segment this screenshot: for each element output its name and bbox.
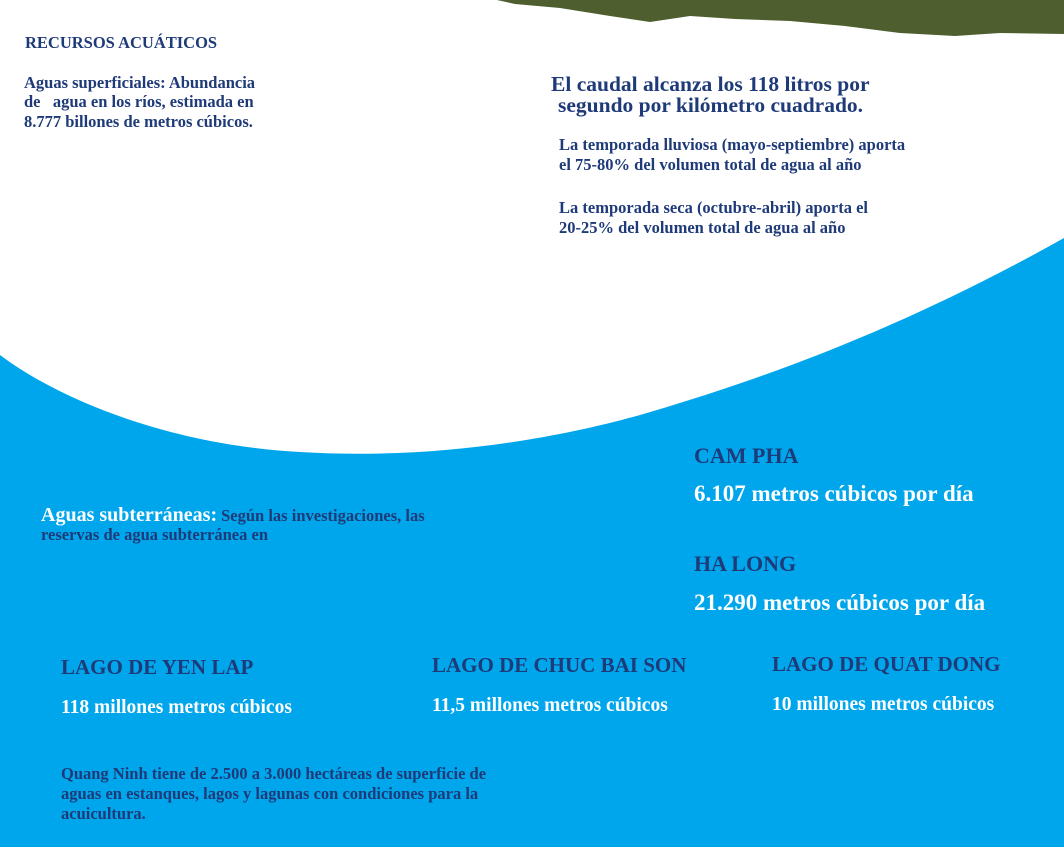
groundwater-text-1: Según las investigaciones, las — [221, 506, 425, 525]
lake-volume: 11,5 millones metros cúbicos — [432, 695, 668, 716]
page-title: RECURSOS ACUÁTICOS — [25, 33, 218, 52]
city-value: 21.290 metros cúbicos por día — [694, 590, 986, 615]
city-name: CAM PHA — [694, 443, 799, 468]
lake-volume: 10 millones metros cúbicos — [772, 694, 995, 715]
lake-name: LAGO DE CHUC BAI SON — [432, 653, 687, 677]
dry-season-line-2: 20-25% del volumen total de agua al año — [559, 218, 846, 237]
flow-rate-line-2: segundo por kilómetro cuadrado. — [558, 93, 864, 117]
lake-name: LAGO DE YEN LAP — [61, 655, 254, 679]
aquaculture-line-1: Quang Ninh tiene de 2.500 a 3.000 hectáreas de superficie de — [61, 764, 487, 783]
dry-season-line-1: La temporada seca (octubre-abril) aporta el — [559, 198, 869, 217]
city-value: 6.107 metros cúbicos por día — [694, 481, 974, 506]
land-strip-shape — [497, 0, 1064, 36]
city-name: HA LONG — [694, 551, 797, 576]
groundwater-label: Aguas subterráneas: — [41, 504, 218, 526]
lake-name: LAGO DE QUAT DONG — [772, 652, 1001, 676]
surface-water-line-2: de agua en los ríos, estimada en — [24, 92, 254, 111]
rainy-season-line-2: el 75-80% del volumen total de agua al año — [559, 155, 862, 174]
flow-rate-line-1: El caudal alcanza los 118 litros por — [551, 72, 870, 96]
aquaculture-line-3: acuicultura. — [61, 804, 146, 823]
lake-volume: 118 millones metros cúbicos — [61, 697, 292, 718]
rainy-season-line-1: La temporada lluviosa (mayo-septiembre) aporta — [559, 135, 906, 154]
groundwater-text-2: reservas de agua subterránea en — [41, 525, 269, 544]
surface-water-line-3: 8.777 billones de metros cúbicos. — [24, 112, 253, 131]
groundwater-line-1 — [41, 504, 425, 527]
surface-water-line-1: Aguas superficiales: Abundancia — [24, 73, 256, 92]
aquaculture-line-2: aguas en estanques, lagos y lagunas con condiciones para la — [61, 784, 479, 803]
